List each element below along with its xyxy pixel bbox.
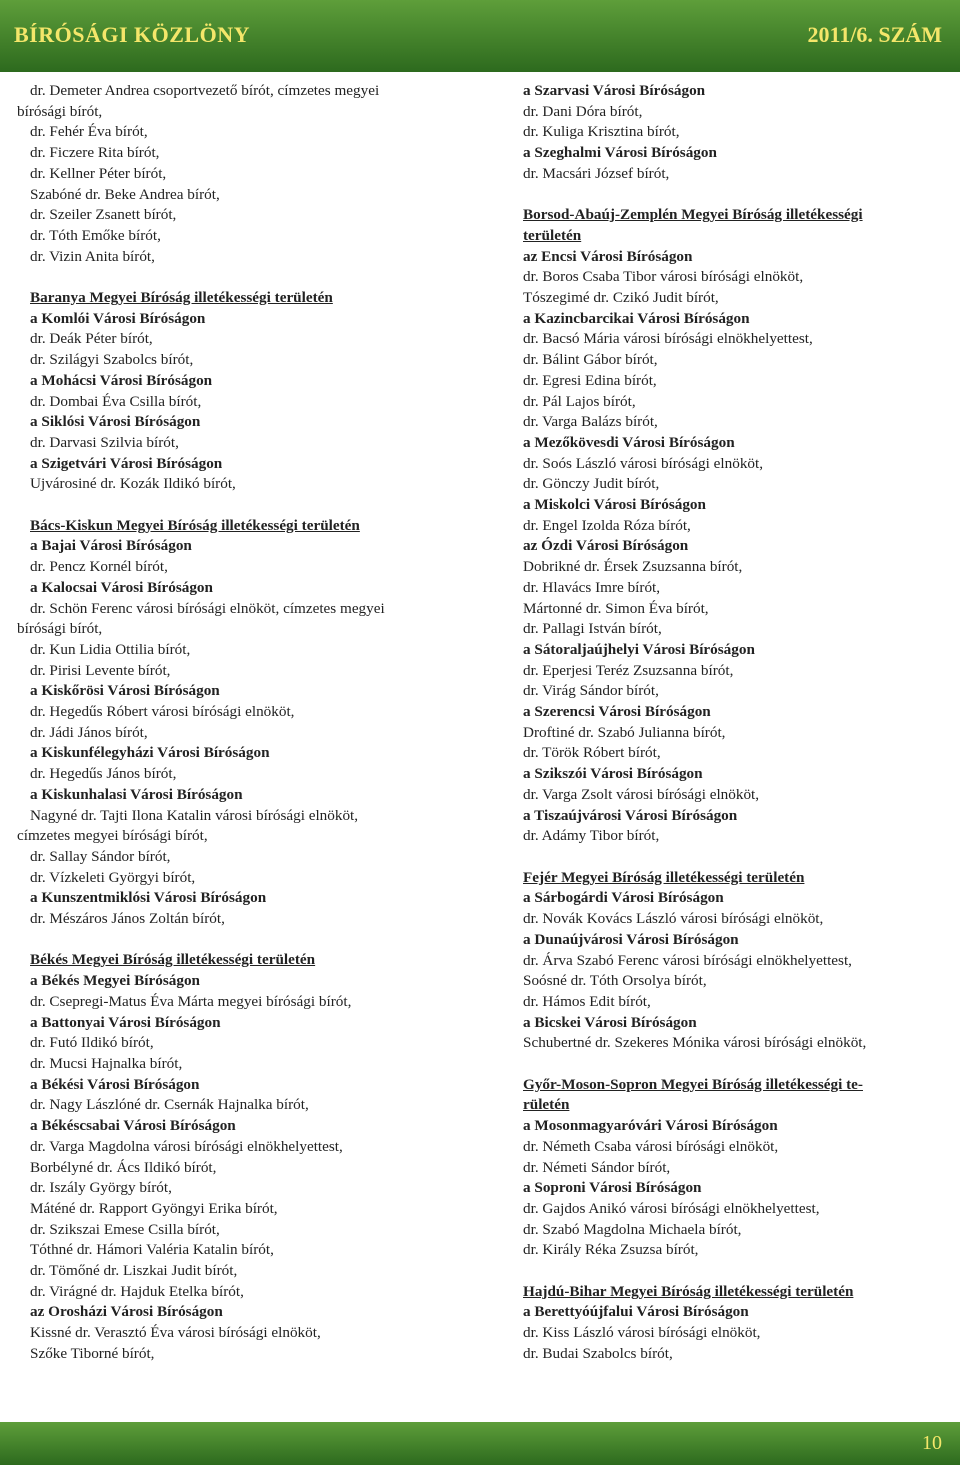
- appointee-line: dr. Varga Magdolna városi bírósági elnökhelyettest,: [30, 1137, 343, 1155]
- appointee-line: dr. Novák Kovács László városi bírósági elnököt,: [523, 910, 824, 928]
- appointee-line: dr. Soós László városi bírósági elnököt,: [523, 454, 764, 472]
- county-heading: Borsod-Abaúj-Zemplén Megyei Bíróság illetékességi: [523, 206, 863, 224]
- appointee-line: Tószegimé dr. Czikó Judit bírót,: [523, 289, 719, 307]
- court-heading: a Kunszentmiklósi Városi Bíróságon: [30, 889, 267, 907]
- court-heading: a Bajai Városi Bíróságon: [30, 537, 192, 555]
- appointee-line: dr. Darvasi Szilvia bírót,: [30, 433, 179, 451]
- appointee-line-continued: címzetes megyei bírósági bírót,: [17, 827, 208, 845]
- appointee-line: dr. Nagy Lászlóné dr. Csernák Hajnalka bírót,: [30, 1096, 309, 1114]
- appointee-line: dr. Fehér Éva bírót,: [30, 123, 148, 141]
- spacer: [510, 1054, 944, 1075]
- appointee-line: dr. Virágné dr. Hajduk Etelka bírót,: [30, 1282, 244, 1300]
- court-heading: az Orosházi Városi Bíróságon: [30, 1303, 223, 1321]
- appointee-line: Kissné dr. Verasztó Éva városi bírósági elnököt,: [30, 1324, 321, 1342]
- appointee-line: dr. Varga Zsolt városi bírósági elnököt,: [523, 785, 760, 803]
- appointee-line: Ujvárosiné dr. Kozák Ildikó bírót,: [30, 475, 236, 493]
- appointee-line: dr. Ficzere Rita bírót,: [30, 144, 160, 162]
- court-heading: a Berettyóújfalui Városi Bíróságon: [523, 1303, 749, 1321]
- appointee-line: dr. Budai Szabolcs bírót,: [523, 1344, 673, 1362]
- appointee-line: Mártonné dr. Simon Éva bírót,: [523, 599, 709, 617]
- county-heading: Győr-Moson-Sopron Megyei Bíróság illetékességi te-: [523, 1075, 863, 1093]
- appointee-line: dr. Szeiler Zsanett bírót,: [30, 206, 177, 224]
- appointee-line: dr. Iszály György bírót,: [30, 1179, 172, 1197]
- appointee-line: dr. Tóth Emőke bírót,: [30, 226, 161, 244]
- county-heading: rületén: [523, 1096, 570, 1114]
- court-heading: az Encsi Városi Bíróságon: [523, 247, 693, 265]
- court-heading: a Szarvasi Városi Bíróságon: [523, 82, 706, 99]
- appointee-line: dr. Futó Ildikó bírót,: [30, 1034, 154, 1052]
- court-heading: a Békéscsabai Városi Bíróságon: [30, 1117, 236, 1135]
- appointee-line: dr. Szikszai Emese Csilla bírót,: [30, 1220, 220, 1238]
- spacer: [510, 1261, 944, 1282]
- court-heading: a Szikszói Városi Bíróságon: [523, 765, 703, 783]
- spacer: [17, 930, 449, 951]
- court-heading: a Miskolci Városi Bíróságon: [523, 496, 706, 514]
- appointee-line: dr. Deák Péter bírót,: [30, 330, 153, 348]
- right-column: [510, 81, 944, 1365]
- appointee-line: dr. Gajdos Anikó városi bírósági elnökhelyettest,: [523, 1199, 820, 1217]
- county-heading: Baranya Megyei Bíróság illetékességi területén: [30, 289, 333, 307]
- appointee-line: dr. Mucsi Hajnalka bírót,: [30, 1055, 183, 1072]
- county-heading: Fejér Megyei Bíróság illetékességi területén: [523, 868, 805, 886]
- appointee-line: dr. Hegedűs Róbert városi bírósági elnököt,: [30, 703, 295, 721]
- appointee-line: Droftiné dr. Szabó Julianna bírót,: [523, 723, 726, 741]
- publication-title: BÍRÓSÁGI KÖZLÖNY: [14, 22, 250, 47]
- appointee-line: Soósné dr. Tóth Orsolya bírót,: [523, 972, 707, 990]
- appointee-line: dr. Török Róbert bírót,: [523, 744, 661, 762]
- appointee-line: dr. Szabó Magdolna Michaela bírót,: [523, 1220, 742, 1238]
- court-heading: a Sárbogárdi Városi Bíróságon: [523, 889, 724, 907]
- court-heading: a Mezőkövesdi Városi Bíróságon: [523, 433, 735, 451]
- appointee-line: dr. Árva Szabó Ferenc városi bírósági elnökhelyettest,: [523, 951, 852, 969]
- appointee-line: dr. Király Réka Zsuzsa bírót,: [523, 1241, 699, 1259]
- county-heading: területén: [523, 226, 582, 244]
- court-heading: a Kiskunhalasi Városi Bíróságon: [30, 785, 243, 803]
- appointee-line: dr. Macsári József bírót,: [523, 164, 670, 182]
- spacer: [510, 185, 944, 206]
- appointee-line: dr. Hámos Edit bírót,: [523, 992, 651, 1010]
- appointee-line: dr. Kun Lidia Ottilia bírót,: [30, 640, 191, 658]
- appointee-line: dr. Pencz Kornél bírót,: [30, 558, 168, 576]
- court-heading: a Tiszaújvárosi Városi Bíróságon: [523, 806, 738, 824]
- appointee-line: dr. Jádi János bírót,: [30, 723, 148, 741]
- court-heading: a Kalocsai Városi Bíróságon: [30, 578, 213, 596]
- appointee-line: dr. Bacsó Mária városi bírósági elnökhelyettest,: [523, 330, 813, 348]
- court-heading: az Ózdi Városi Bíróságon: [523, 537, 689, 555]
- appointee-line: dr. Dombai Éva Csilla bírót,: [30, 392, 202, 410]
- court-heading: a Békési Városi Bíróságon: [30, 1075, 200, 1093]
- court-heading: a Szeghalmi Városi Bíróságon: [523, 144, 717, 162]
- court-heading: a Békés Megyei Bíróságon: [30, 972, 200, 990]
- appointee-line: dr. Szilágyi Szabolcs bírót,: [30, 351, 194, 369]
- appointee-line: Borbélyné dr. Ács Ildikó bírót,: [30, 1158, 217, 1176]
- page-number: 10: [922, 1432, 942, 1454]
- appointee-line: dr. Hegedűs János bírót,: [30, 765, 177, 783]
- appointee-line: Máténé dr. Rapport Gyöngyi Erika bírót,: [30, 1199, 278, 1217]
- appointee-line: dr. Csepregi-Matus Éva Márta megyei bírósági bírót,: [30, 992, 352, 1010]
- appointee-line: dr. Gönczy Judit bírót,: [523, 475, 660, 493]
- appointee-line: dr. Sallay Sándor bírót,: [30, 847, 171, 865]
- page-footer: [0, 1422, 960, 1465]
- appointee-line: dr. Egresi Edina bírót,: [523, 371, 657, 389]
- appointee-line: Tóthné dr. Hámori Valéria Katalin bírót,: [30, 1241, 274, 1259]
- appointee-line: dr. Demeter Andrea csoportvezető bírót, címzetes megyei: [30, 82, 380, 99]
- appointee-line: Szőke Tiborné bírót,: [30, 1344, 155, 1362]
- appointee-line: dr. Mészáros János Zoltán bírót,: [30, 910, 225, 928]
- appointee-line: dr. Engel Izolda Róza bírót,: [523, 516, 691, 534]
- appointee-line: Nagyné dr. Tajti Ilona Katalin városi bírósági elnököt,: [30, 806, 359, 824]
- appointee-line-continued: bírósági bírót,: [17, 620, 103, 638]
- court-heading: a Siklósi Városi Bíróságon: [30, 413, 201, 431]
- appointee-line: dr. Virág Sándor bírót,: [523, 682, 659, 700]
- spacer: [510, 847, 944, 868]
- court-heading: a Kazincbarcikai Városi Bíróságon: [523, 309, 750, 327]
- appointee-line: dr. Kiss László városi bírósági elnököt,: [523, 1324, 761, 1342]
- county-heading: Békés Megyei Bíróság illetékességi területén: [30, 951, 316, 969]
- appointee-line: dr. Bálint Gábor bírót,: [523, 351, 658, 369]
- court-heading: a Mosonmagyaróvári Városi Bíróságon: [523, 1117, 778, 1135]
- appointee-line: Dobrikné dr. Érsek Zsuzsanna bírót,: [523, 558, 743, 576]
- spacer: [17, 495, 449, 516]
- appointee-line-continued: bírósági bírót,: [17, 102, 103, 120]
- appointee-line: dr. Vízkeleti Györgyi bírót,: [30, 868, 196, 886]
- court-heading: a Kiskunfélegyházi Városi Bíróságon: [30, 744, 270, 762]
- appointee-line: dr. Schön Ferenc városi bírósági elnököt, címzetes megyei: [30, 599, 385, 617]
- appointee-line: dr. Németh Csaba városi bírósági elnököt,: [523, 1137, 779, 1155]
- appointee-line: dr. Kellner Péter bírót,: [30, 164, 167, 182]
- court-heading: a Bicskei Városi Bíróságon: [523, 1013, 697, 1031]
- court-heading: a Komlói Városi Bíróságon: [30, 309, 206, 327]
- court-heading: a Dunaújvárosi Városi Bíróságon: [523, 930, 739, 948]
- appointee-line: Szabóné dr. Beke Andrea bírót,: [30, 185, 220, 203]
- court-heading: a Soproni Városi Bíróságon: [523, 1179, 702, 1197]
- appointee-line: dr. Hlavács Imre bírót,: [523, 578, 661, 596]
- court-heading: a Szigetvári Városi Bíróságon: [30, 454, 223, 472]
- court-heading: a Szerencsi Városi Bíróságon: [523, 703, 711, 721]
- appointee-line: dr. Pirisi Levente bírót,: [30, 661, 171, 679]
- spacer: [17, 267, 449, 288]
- court-heading: a Battonyai Városi Bíróságon: [30, 1013, 221, 1031]
- appointee-line: dr. Tömőné dr. Liszkai Judit bírót,: [30, 1262, 238, 1280]
- appointee-line: dr. Varga Balázs bírót,: [523, 413, 658, 431]
- court-heading: a Sátoraljaújhelyi Városi Bíróságon: [523, 640, 755, 658]
- court-heading: a Kiskőrösi Városi Bíróságon: [30, 682, 220, 700]
- appointee-line: dr. Adámy Tibor bírót,: [523, 827, 660, 845]
- court-heading: a Mohácsi Városi Bíróságon: [30, 371, 213, 389]
- appointee-line: dr. Boros Csaba Tibor városi bírósági elnököt,: [523, 268, 804, 286]
- appointee-line: dr. Kuliga Krisztina bírót,: [523, 123, 680, 141]
- appointee-line: dr. Pallagi István bírót,: [523, 620, 662, 638]
- left-column: [17, 81, 449, 1365]
- page-header: [0, 0, 960, 72]
- appointee-line: Schubertné dr. Szekeres Mónika városi bírósági elnököt,: [523, 1034, 867, 1052]
- appointee-line: dr. Eperjesi Teréz Zsuzsanna bírót,: [523, 661, 734, 679]
- appointee-line: dr. Pál Lajos bírót,: [523, 392, 636, 410]
- appointee-line: dr. Németi Sándor bírót,: [523, 1158, 671, 1176]
- county-heading: Bács-Kiskun Megyei Bíróság illetékességi területén: [30, 516, 360, 534]
- issue-number: 2011/6. SZÁM: [807, 22, 942, 47]
- appointee-line: dr. Dani Dóra bírót,: [523, 102, 643, 120]
- county-heading: Hajdú-Bihar Megyei Bíróság illetékességi területén: [523, 1282, 854, 1300]
- appointee-line: dr. Vizin Anita bírót,: [30, 247, 155, 265]
